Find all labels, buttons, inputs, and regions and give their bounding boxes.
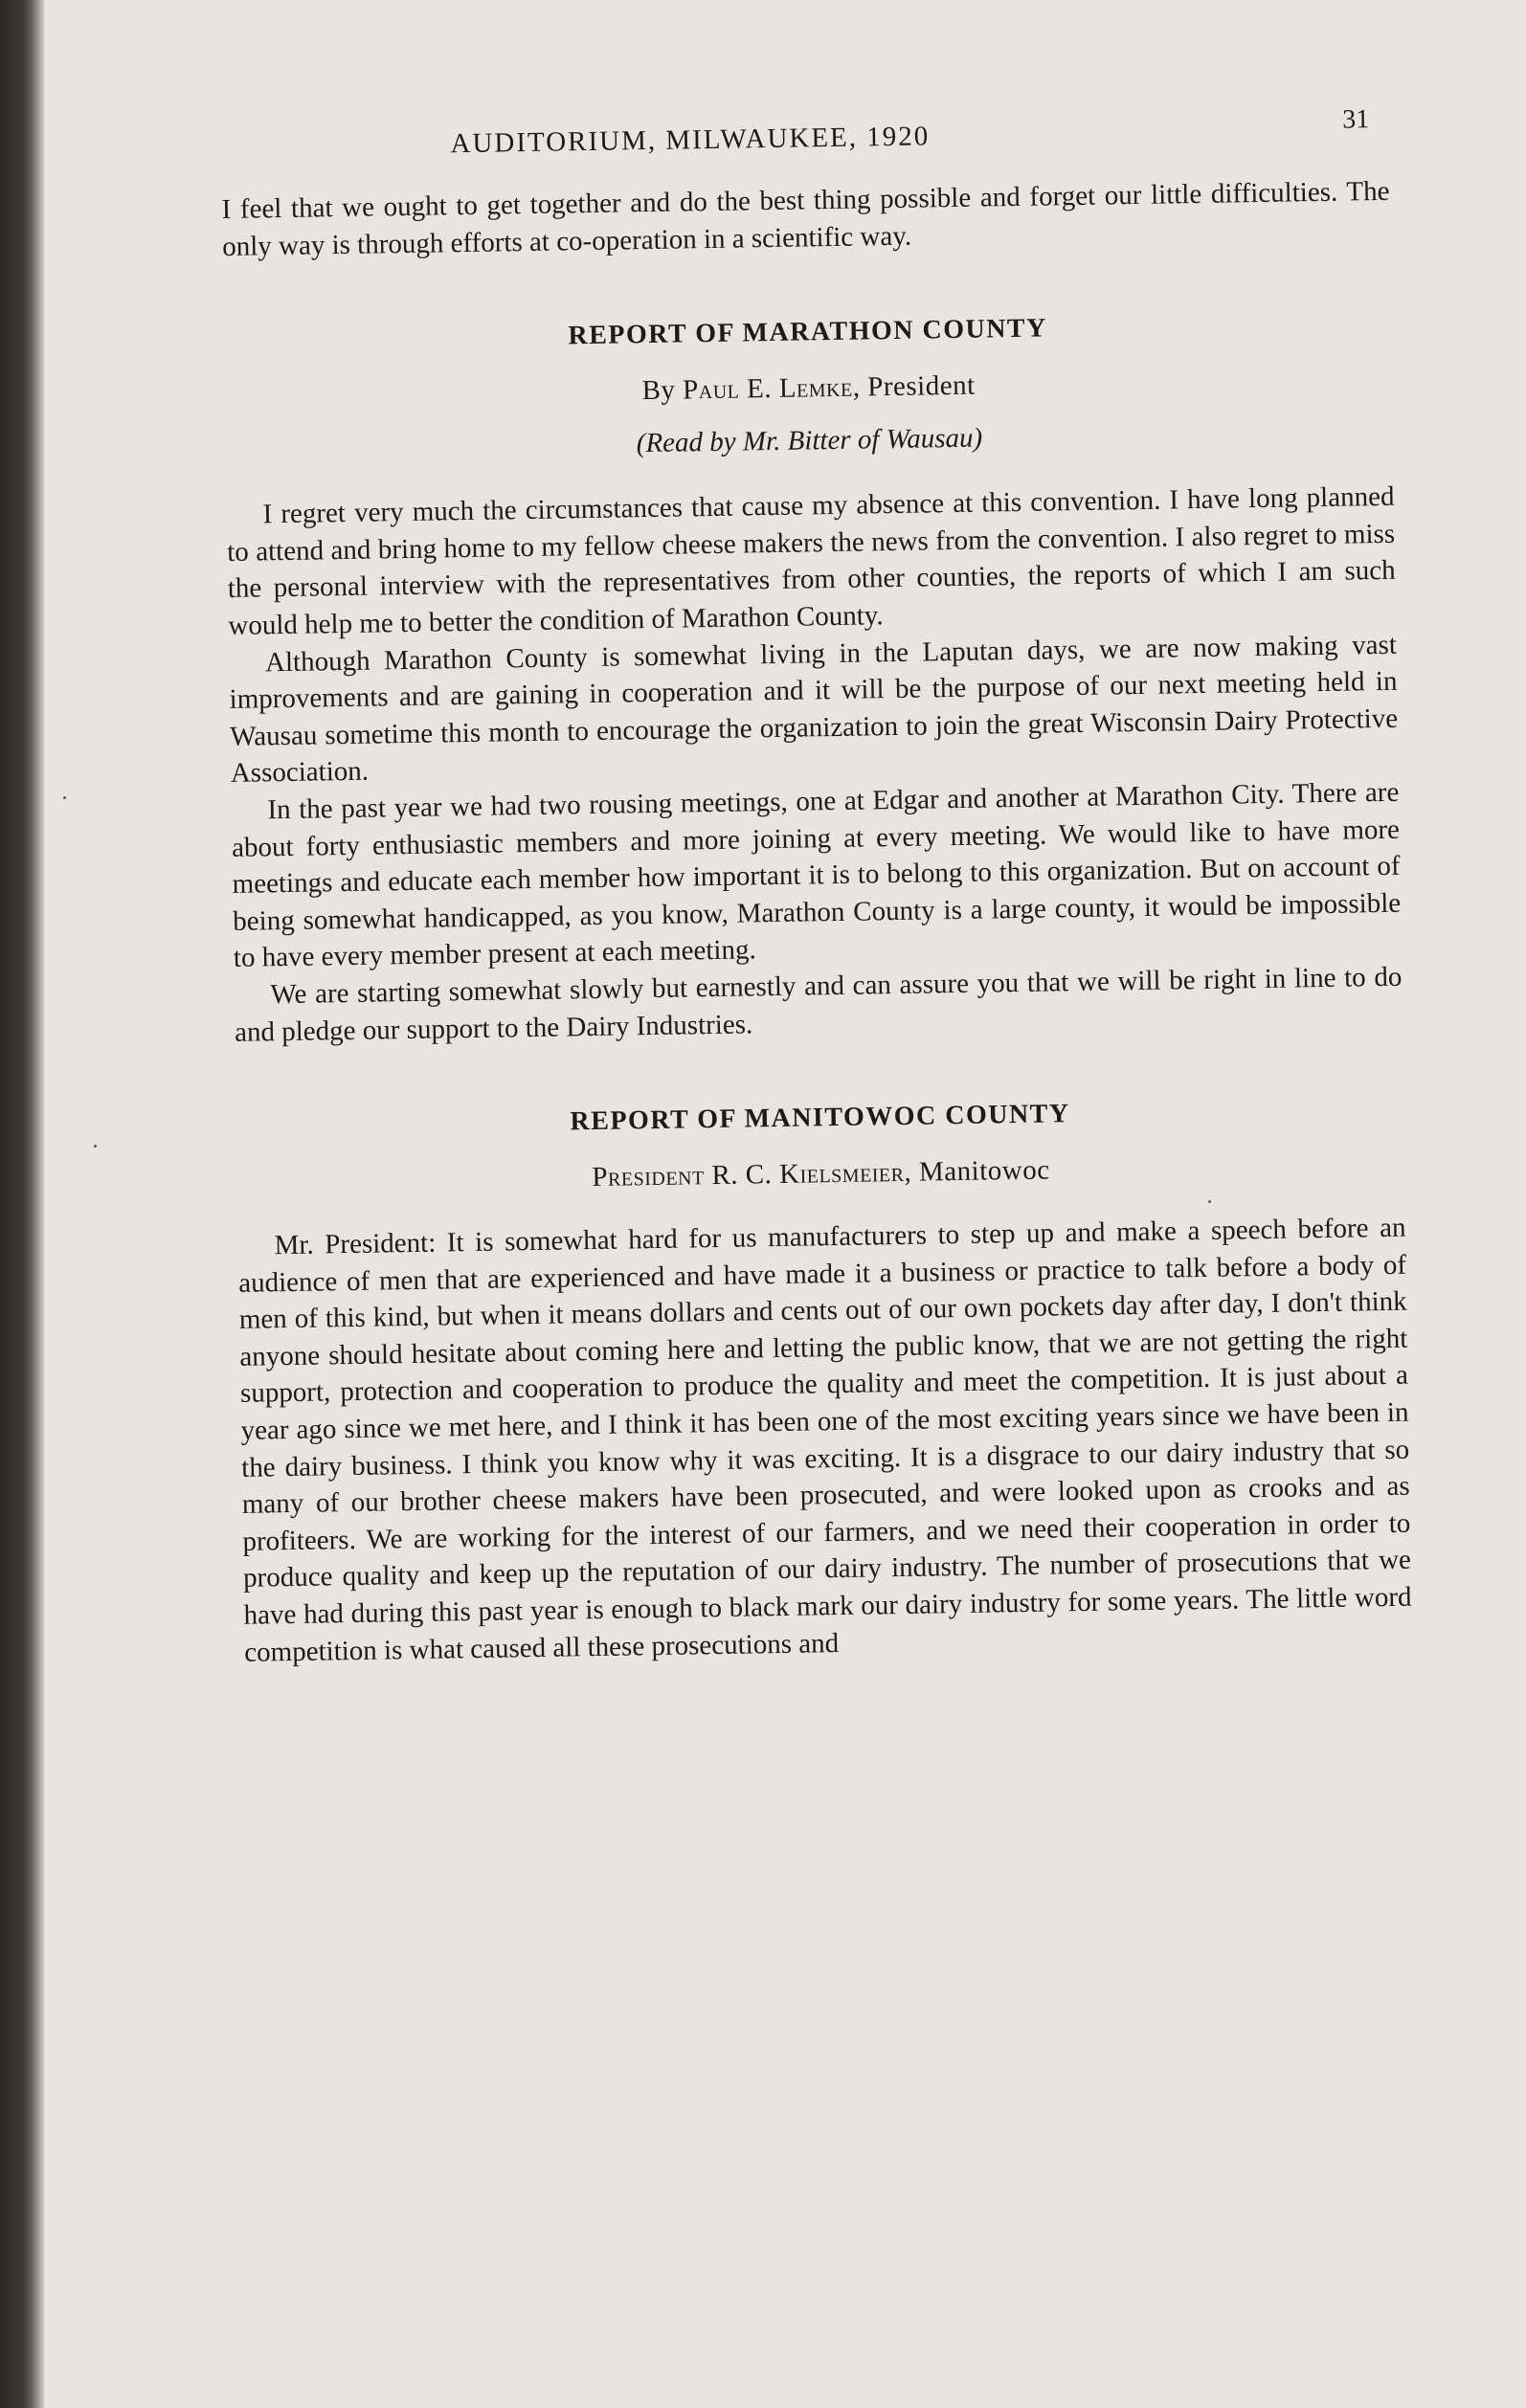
- page-number: 31: [1342, 104, 1370, 135]
- section-heading-manitowoc: REPORT OF MANITOWOC COUNTY: [570, 1099, 1070, 1137]
- read-by-note: (Read by Mr. Bitter of Wausau): [636, 422, 983, 459]
- byline-manitowoc: [236, 1149, 1404, 1199]
- marathon-paragraph-1: I regret very much the circumstances that cause my absence at this convention. I have long planned to attend and bring home to my fellow cheese makers the news from the convention. I also regret to miss the personal interview with the representatives from other counties, the reports of which I am such would help me to better the condition of Marathon County.: [226, 480, 1396, 641]
- section-heading-marathon: REPORT OF MARATHON COUNTY: [568, 313, 1048, 351]
- byline-title: President: [592, 1160, 705, 1193]
- marathon-paragraph-3: In the past year we had two rousing meetings, one at Edgar and another at Marathon City. There are about forty enthusiastic members and more joining at every meeting. We would like to have more meetings and educate each member how important it is to belong to this organization. But on account of being somewhat handicapped, as you know, Marathon County is a large county, it would be impossible to have every member present at each meeting.: [231, 776, 1402, 974]
- byline-suffix: , President: [852, 369, 976, 403]
- print-speck: [1208, 1200, 1211, 1203]
- opening-section: [221, 173, 1390, 265]
- byline-marathon: [224, 364, 1392, 413]
- running-head: [220, 95, 1389, 170]
- page-binding-edge: [0, 0, 44, 2408]
- marathon-paragraph-4: We are starting somewhat slowly but earnestly and can assure you that we will be right in line to do and pledge our support to the Dairy Industries.: [234, 961, 1403, 1048]
- marathon-section: [224, 308, 1403, 1051]
- byline-author: R. C. Kielsmeier: [711, 1157, 905, 1192]
- byline-place: , Manitowoc: [904, 1154, 1050, 1189]
- print-speck: [94, 1145, 97, 1148]
- manitowoc-paragraph-1: Mr. President: It is somewhat hard for us manufacturers to step up and make a speech before an audience of men that are experienced and have made it a business or practice to talk before a body of men of this kind, but when it means dollars and cents out of our own pockets day after day, I don't think anyone should hesitate about coming here and letting the public know, that we are not getting the right support, protection and cooperation to produce the quality and meet the competition. It is just about a year ago since we met here, and I think it has been one of the most exciting years since we have been in the dairy business. I think you know why it was exciting. It is a disgrace to our dairy industry that so many of our brother cheese makers have been prosecuted, and were looked upon as crooks and as profiteers. We are working for the interest of our farmers, and we need their cooperation in order to produce quality and keep up the reputation of our dairy industry. The number of prosecutions that we have had during this past year is enough to black mark our dairy industry for some years. The little word competition is what caused all these prosecutions and: [237, 1212, 1412, 1668]
- opening-paragraph: I feel that we ought to get together and do the best thing possible and forget our little difficulties. The only way is through efforts at co-operation in a scientific way.: [221, 175, 1390, 262]
- document-page: [220, 95, 1412, 1671]
- byline-prefix: By: [641, 374, 676, 407]
- running-title: AUDITORIUM, MILWAUKEE, 1920: [450, 121, 931, 160]
- marathon-paragraph-2: Although Marathon County is somewhat living in the Laputan days, we are now making vast improvements and are gaining in cooperation and it will be the purpose of our next meeting held in Wausau sometime this month to encourage the organization to join the great Wisconsin Dairy Protective Association.: [229, 629, 1399, 790]
- byline-author: Paul E. Lemke: [682, 371, 853, 406]
- print-speck: [63, 796, 66, 799]
- manitowoc-section: [236, 1094, 1412, 1671]
